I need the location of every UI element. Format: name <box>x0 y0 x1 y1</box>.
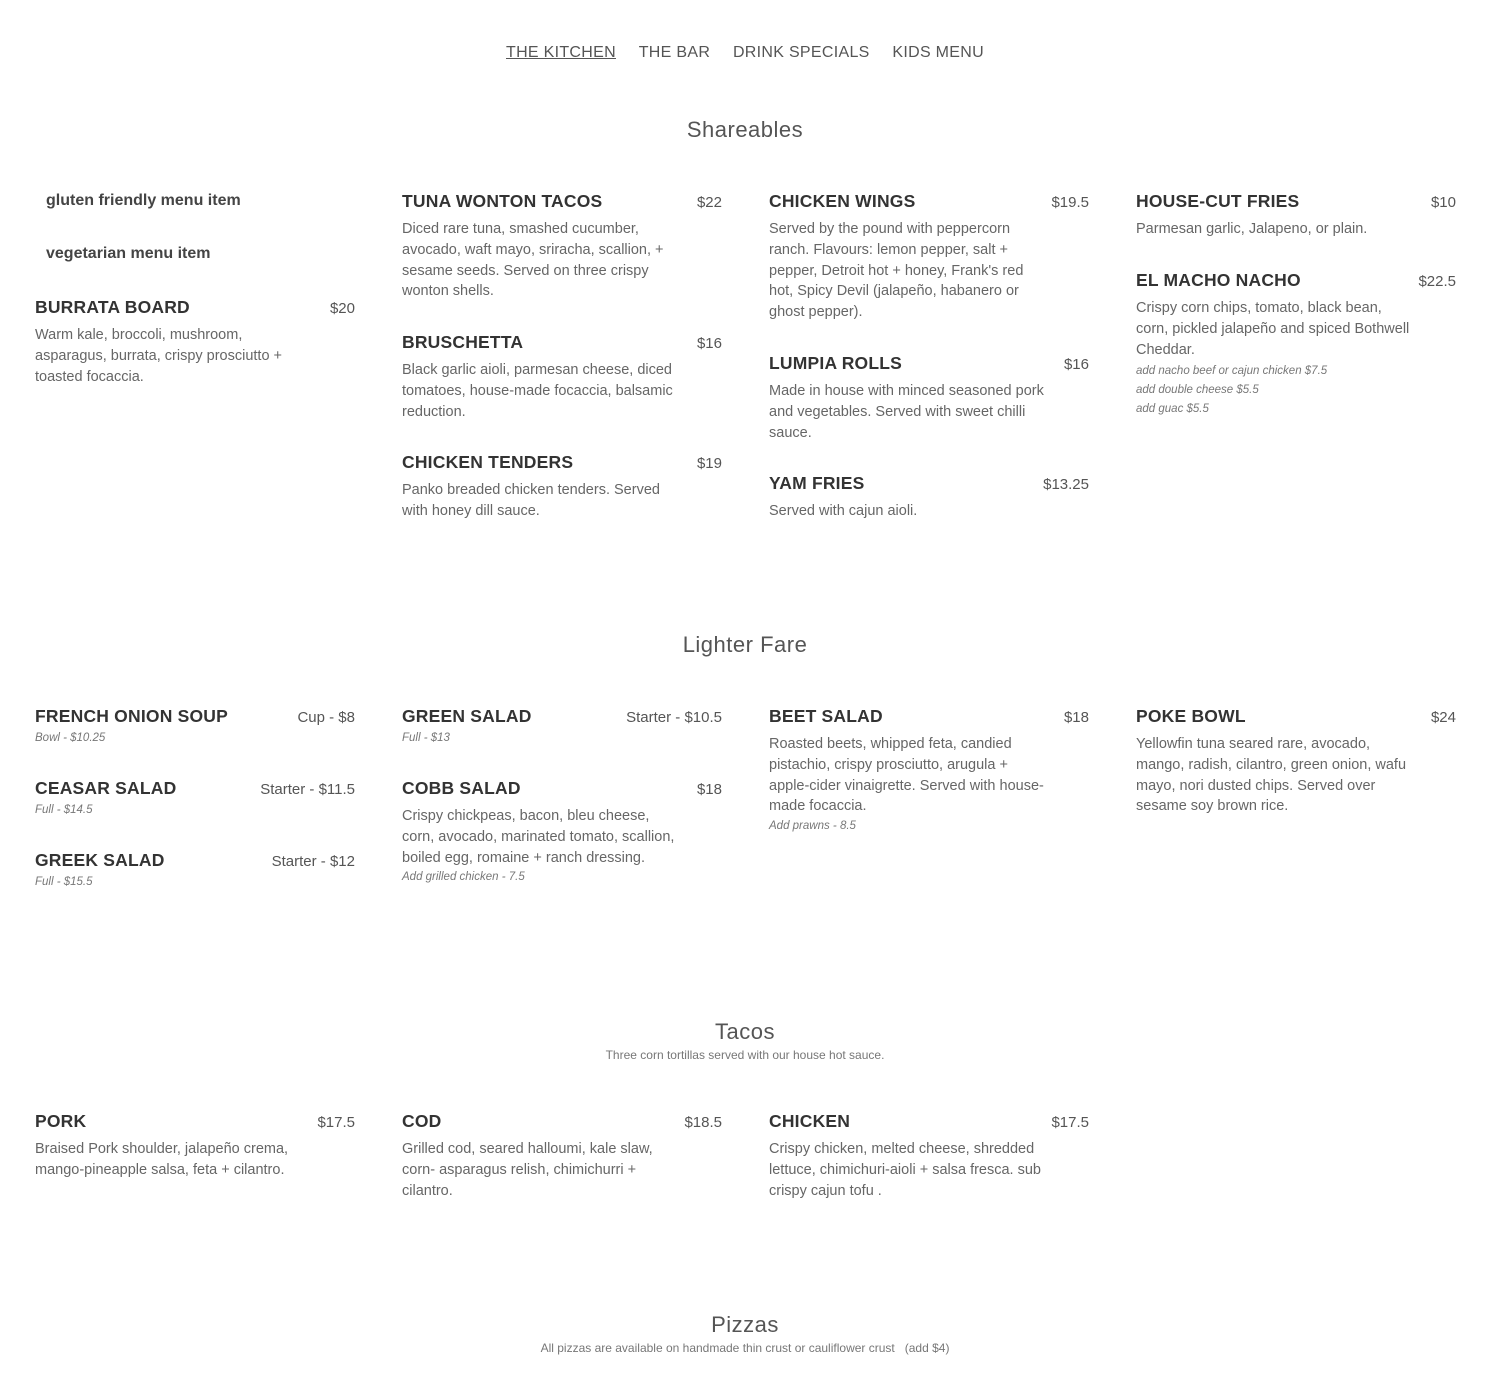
item-size-note: Full - $13 <box>402 732 450 744</box>
item-name: CHICKEN TENDERS <box>402 452 574 472</box>
item-name: GREEK SALAD <box>35 850 165 870</box>
item-size-note: Bowl - $10.25 <box>35 732 106 744</box>
section-title-tacos: Tacos <box>715 1019 775 1044</box>
nav-the-bar[interactable]: THE BAR <box>638 44 711 61</box>
item-name: BURRATA BOARD <box>35 297 190 317</box>
item-description: Braised Pork shoulder, jalapeño crema, mango-pineapple salsa, feta + cilantro. <box>35 1141 289 1178</box>
menu-item-french-onion-soup <box>35 706 355 748</box>
menu-item-pork-taco <box>35 1111 355 1181</box>
menu-item-el-macho-nacho <box>1136 270 1456 419</box>
item-size-note: Full - $15.5 <box>35 876 93 888</box>
menu-item-cobb-salad <box>402 778 722 887</box>
item-price: Starter - $11.5 <box>260 781 355 798</box>
item-description: Panko breaded chicken tenders. Served with honey dill sauce. <box>402 482 660 519</box>
section-subtitle-pizzas: All pizzas are available on handmade thin crust or cauliflower crust (add $4) <box>540 1341 950 1355</box>
section-title-lighter-fare: Lighter Fare <box>682 632 808 657</box>
item-price: $18 <box>696 781 722 798</box>
menu-item-tuna-wonton-tacos <box>402 191 722 302</box>
menu-item-chicken-wings <box>769 191 1089 323</box>
item-name: YAM FRIES <box>769 473 865 493</box>
legend-vegetarian: vegetarian menu item <box>46 245 211 262</box>
item-price: $17.5 <box>1051 1114 1089 1131</box>
item-description: Diced rare tuna, smashed cucumber, avocado, waft mayo, sriracha, scallion, + sesame seeds. Served on three crispy wonton shells. <box>402 221 664 300</box>
item-price: Starter - $12 <box>271 853 355 870</box>
item-name: CHICKEN <box>769 1111 851 1131</box>
item-description: Served with cajun aioli. <box>769 503 918 519</box>
item-name: GREEN SALAD <box>402 706 532 726</box>
item-description: Parmesan garlic, Jalapeno, or plain. <box>1136 221 1368 237</box>
item-price: $13.25 <box>1043 476 1089 493</box>
nav-the-kitchen[interactable]: THE KITCHEN <box>506 44 616 61</box>
item-name: EL MACHO NACHO <box>1136 270 1301 290</box>
menu-item-lumpia-rolls <box>769 353 1089 443</box>
menu-item-beet-salad <box>769 706 1089 836</box>
item-description: Crispy corn chips, tomato, black bean, corn, pickled jalapeño and spiced Bothwell Cheddar. <box>1136 300 1410 358</box>
item-price: Cup - $8 <box>297 709 355 726</box>
menu-item-cod-taco <box>402 1111 722 1201</box>
item-description: Roasted beets, whipped feta, candied pistachio, crispy prosciutto, arugula + apple-cider vinaigrette. Served with house-made focaccia. <box>769 736 1044 815</box>
menu-item-yam-fries <box>769 473 1089 522</box>
item-name: TUNA WONTON TACOS <box>402 191 603 211</box>
item-size-note: Full - $14.5 <box>35 804 93 816</box>
item-price: $16 <box>1063 356 1089 373</box>
item-description: Crispy chickpeas, bacon, bleu cheese, corn, avocado, marinated tomato, scallion, boiled egg, romaine + ranch dressing. <box>402 808 675 866</box>
item-name: COBB SALAD <box>402 778 521 798</box>
item-price: Starter - $10.5 <box>626 709 722 726</box>
item-addon-note: add nacho beef or cajun chicken $7.5 <box>1136 365 1328 378</box>
item-price: $22 <box>696 194 722 211</box>
item-price: $20 <box>329 300 355 317</box>
item-price: $18 <box>1063 709 1089 726</box>
item-price: $19.5 <box>1051 194 1089 211</box>
item-description: Crispy chicken, melted cheese, shredded lettuce, chimichuri-aioli + salsa fresca. sub crispy cajun tofu . <box>769 1141 1041 1199</box>
item-price: $22.5 <box>1418 273 1456 290</box>
menu-item-chicken-tenders <box>402 452 722 522</box>
item-name: CHICKEN WINGS <box>769 191 916 211</box>
item-description: Grilled cod, seared halloumi, kale slaw, corn- asparagus relish, chimichurri + cilantro. <box>402 1141 653 1199</box>
nav-kids-menu[interactable]: KIDS MENU <box>892 44 984 61</box>
item-description: Black garlic aioli, parmesan cheese, diced tomatoes, house-made focaccia, balsamic reduction. <box>402 362 673 420</box>
menu-item-green-salad <box>402 706 722 748</box>
item-name: FRENCH ONION SOUP <box>35 706 228 726</box>
item-description: Served by the pound with peppercorn ranch. Flavours: lemon pepper, salt + pepper, Detroit hot + honey, Frank's red hot, Spicy Devil (jalapeño, habanero or ghost pepper). <box>769 221 1024 321</box>
nav-drink-specials[interactable]: DRINK SPECIALS <box>732 44 870 61</box>
item-addon-note: add double cheese $5.5 <box>1136 384 1259 397</box>
menu-item-greek-salad <box>35 850 355 892</box>
item-price: $16 <box>696 335 722 352</box>
item-price: $19 <box>696 455 722 472</box>
item-addon-note: Add prawns - 8.5 <box>769 820 856 833</box>
item-price: $18.5 <box>684 1114 722 1131</box>
section-subtitle-tacos: Three corn tortillas served with our house hot sauce. <box>605 1048 885 1062</box>
item-name: HOUSE-CUT FRIES <box>1136 191 1300 211</box>
menu-item-burrata-board <box>35 297 355 387</box>
item-name: COD <box>402 1111 442 1131</box>
legend-gluten-friendly: gluten friendly menu item <box>46 192 241 209</box>
item-name: POKE BOWL <box>1136 706 1246 726</box>
item-description: Yellowfin tuna seared rare, avocado, mango, radish, cilantro, green onion, wafu mayo, nori dusted chips. Served over sesame soy brown rice. <box>1136 736 1407 815</box>
item-price: $10 <box>1430 194 1456 211</box>
menu-nav <box>0 44 1490 62</box>
item-name: CEASAR SALAD <box>35 778 177 798</box>
menu-item-poke-bowl <box>1136 706 1456 817</box>
item-price: $24 <box>1430 709 1456 726</box>
section-title-shareables: Shareables <box>686 117 804 142</box>
item-name: LUMPIA ROLLS <box>769 353 902 373</box>
item-addon-note: Add grilled chicken - 7.5 <box>402 871 525 884</box>
menu-item-ceasar-salad <box>35 778 355 820</box>
menu-item-chicken-taco <box>769 1111 1089 1201</box>
item-name: BEET SALAD <box>769 706 883 726</box>
item-description: Warm kale, broccoli, mushroom, asparagus, burrata, crispy prosciutto + toasted focaccia. <box>35 327 283 385</box>
item-addon-note: add guac $5.5 <box>1136 403 1209 416</box>
item-description: Made in house with minced seasoned pork and vegetables. Served with sweet chilli sauce. <box>769 383 1044 441</box>
item-name: BRUSCHETTA <box>402 332 524 352</box>
menu-item-bruschetta <box>402 332 722 422</box>
section-title-pizzas: Pizzas <box>711 1312 779 1337</box>
item-name: PORK <box>35 1111 87 1131</box>
menu-item-house-cut-fries <box>1136 191 1456 240</box>
item-price: $17.5 <box>317 1114 355 1131</box>
